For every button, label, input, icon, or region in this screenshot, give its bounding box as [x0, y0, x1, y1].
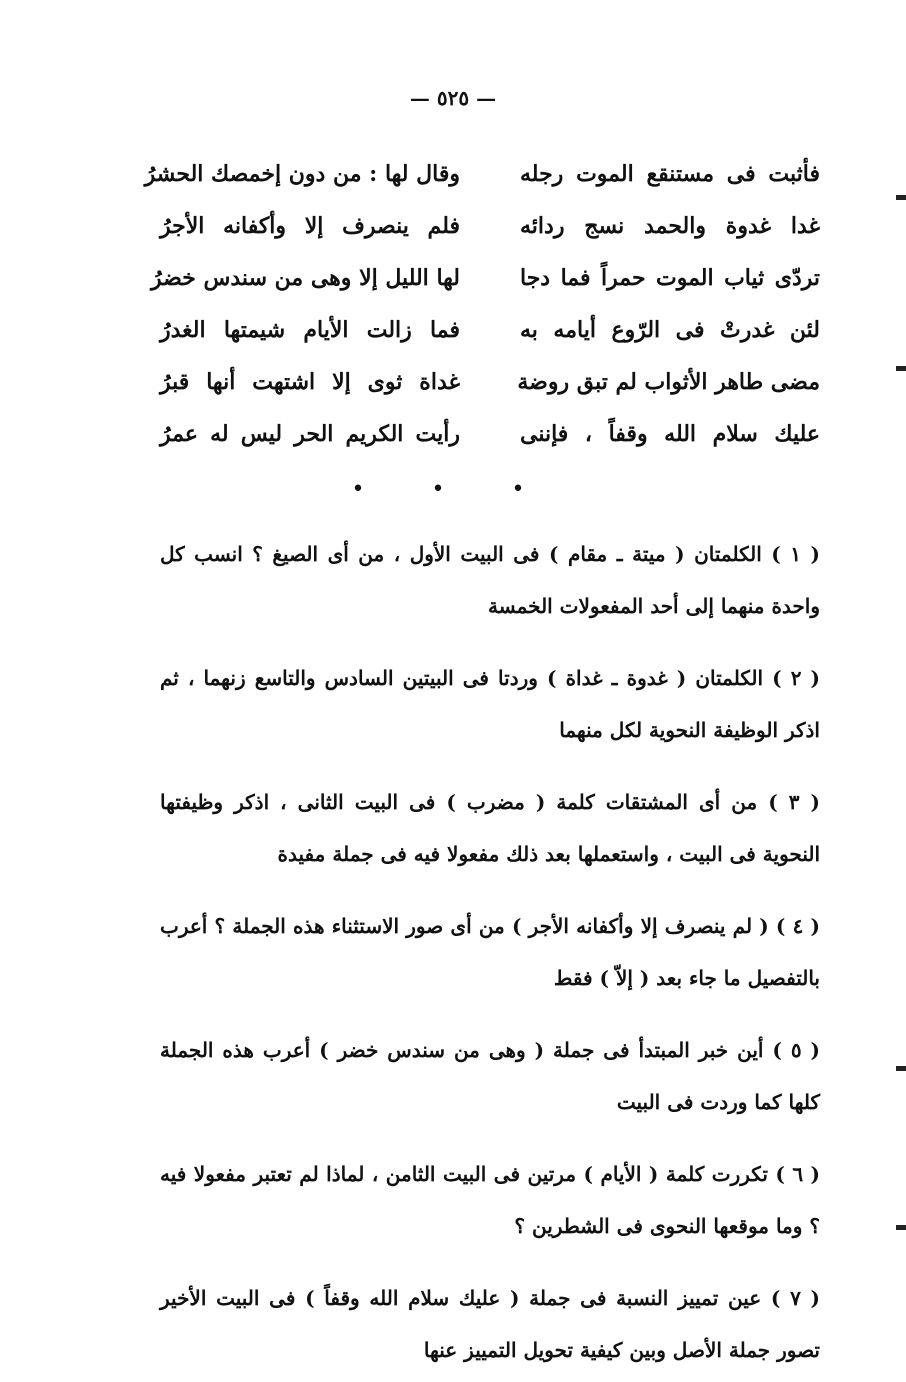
questions-list	[160, 508, 820, 1382]
question-5: ( ٥ ) أين خبر المبتدأ فى جملة ( وهى من سندس خضر ) أعرب هذه الجملة كلها كما وردت فى البيت	[160, 1038, 820, 1114]
question-2: ( ٢ ) الكلمتان ( غدوة ـ غداة ) وردتا فى البيتين السادس والتاسع زنهما ، ثم اذكر الوظيفة النحوية لكل منهما	[160, 666, 820, 742]
poem-hemistich-left: فما زالت الأيام شيمتها الغدرُ	[160, 317, 460, 343]
poem-hemistich-right: لئن غدرتْ فى الرّوع أيامه به	[520, 317, 820, 343]
poem-hemistich-left: رأيت الكريم الحر ليس له عمرُ	[160, 421, 460, 447]
poem-hemistich-right: غدا غدوة والحمد نسج ردائه	[520, 213, 820, 239]
poem-line	[160, 408, 820, 460]
poem-hemistich-left: وقال لها : من دون إخمصك الحشرُ	[144, 161, 460, 187]
question-3: ( ٣ ) من أى المشتقات كلمة ( مضرب ) فى البيت الثانى ، اذكر وظيفتها النحوية فى البيت ، واستعملها بعد ذلك مفعولا فيه فى جملة مفيدة	[160, 790, 820, 866]
scan-edge-mark	[896, 1066, 906, 1071]
poem-hemistich-right: تردّى ثياب الموت حمراً فما دجا	[520, 265, 820, 291]
poem-line	[151, 252, 820, 304]
poem-hemistich-left: غداة ثوى إلا اشتهت أنها قبرُ	[160, 369, 460, 395]
section-separator: • • •	[351, 477, 555, 502]
poem-hemistich-right: فأثبت فى مستنقع الموت رجله	[520, 161, 820, 187]
scan-edge-mark	[896, 366, 906, 371]
poem-line	[160, 356, 820, 408]
question-6: ( ٦ ) تكررت كلمة ( الأيام ) مرتين فى البيت الثامن ، لماذا لم تعتبر مفعولا فيه ؟ وما موقعها النحوى فى الشطرين ؟	[160, 1162, 820, 1238]
poem-line	[144, 148, 820, 200]
poem-hemistich-left: لها الليل إلا وهى من سندس خضرُ	[151, 265, 460, 291]
poem-hemistich-left: فلم ينصرف إلا وأكفانه الأجرُ	[160, 213, 460, 239]
question-4: ( ٤ ) ( لم ينصرف إلا وأكفانه الأجر ) من أى صور الاستثناء هذه الجملة ؟ أعرب بالتفصيل ما جاء بعد ( إلاّ ) فقط	[160, 914, 820, 990]
scan-edge-mark	[896, 195, 906, 200]
poem-hemistich-right: مضى طاهر الأثواب لم تبق روضة	[517, 369, 820, 395]
poem-line	[160, 304, 820, 356]
poem-line	[160, 200, 820, 252]
scan-edge-mark	[896, 1225, 906, 1230]
poem	[144, 148, 820, 460]
poem-hemistich-right: عليك سلام الله وقفاً ، فإننى	[520, 421, 820, 447]
question-1: ( ١ ) الكلمتان ( ميتة ـ مقام ) فى البيت الأول ، من أى الصيغ ؟ انسب كل واحدة منهما إلى أحد المفعولات الخمسة	[160, 542, 821, 618]
question-7: ( ٧ ) عين تمييز النسبة فى جملة ( عليك سلام الله وقفاً ) فى البيت الأخير تصور جملة الأصل وبين كيفية تحويل التمييز عنها	[160, 1286, 820, 1362]
page-number: — ٥٢٥ —	[409, 86, 497, 110]
